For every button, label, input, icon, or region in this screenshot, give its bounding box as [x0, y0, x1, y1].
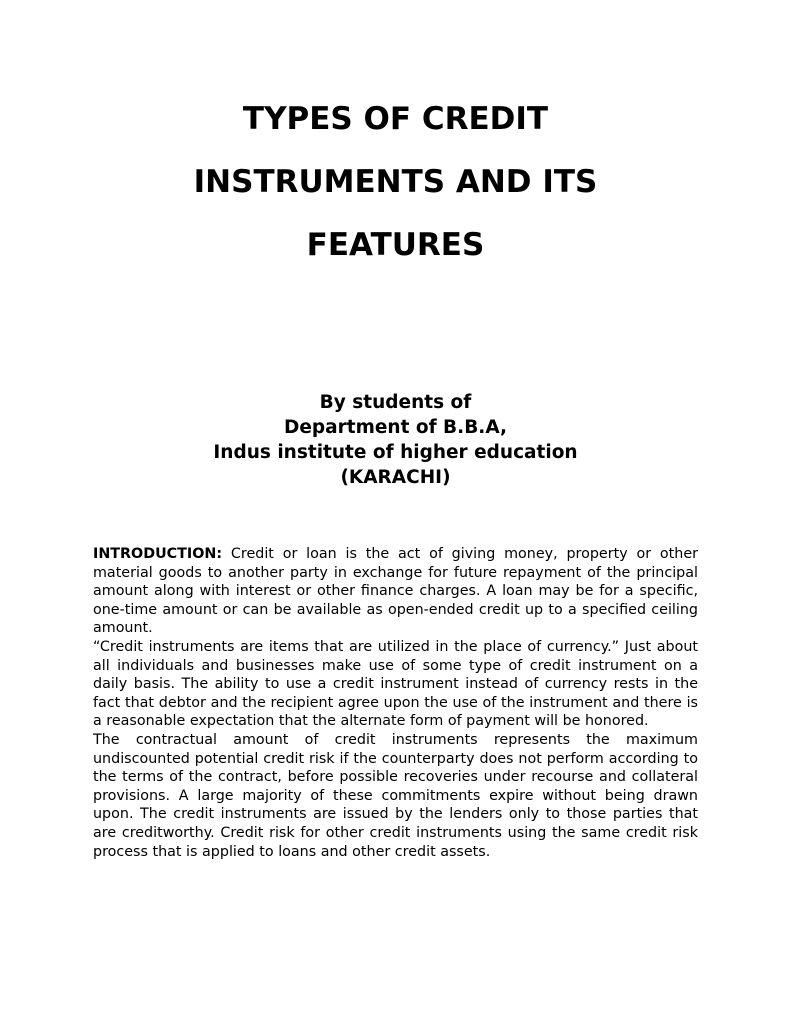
intro-paragraph [93, 545, 698, 638]
byline-line-2: Department of B.B.A, [283, 417, 508, 438]
title-line-2: INSTRUMENTS AND ITS [193, 164, 598, 200]
byline-line-1: By students of [319, 392, 472, 413]
title-line-1: TYPES OF CREDIT [242, 101, 549, 137]
paragraph-2: “Credit instruments are items that are utilized in the place of currency.” Just about all individuals and businesses make use of some type of credit instrument on a daily basis. The ability to use a credit instrument instead of currency rests in the fact that debtor and the recipient agree upon the use of the instrument and there is a reasonable expectation that the alternate form of payment will be honored. [93, 638, 698, 730]
body-text [93, 545, 698, 861]
byline-line-3: Indus institute of higher education [213, 442, 578, 463]
author-byline [0, 390, 791, 490]
paragraph-3: The contractual amount of credit instruments represents the maximum undiscounted potential credit risk if the counterparty does not perform according to the terms of the contract, before possible recoveries under recourse and collateral provisions. A large majority of these commitments expire without being drawn upon. The credit instruments are issued by the lenders only to those parties that are creditworthy. Credit risk for other credit instruments using the same credit risk process that is applied to loans and other credit assets. [93, 731, 698, 860]
document-title [0, 88, 791, 277]
intro-text: Credit or loan is the act of giving money, property or other material goods to another party in exchange for future repayment of the principal amount along with interest or other finance charges. A loan may be for a specific, one-time amount or can be available as open-ended credit up to a specified ceiling amount. [93, 546, 698, 637]
title-line-3: FEATURES [306, 227, 485, 263]
intro-heading: INTRODUCTION: [93, 546, 223, 562]
byline-line-4: (KARACHI) [340, 467, 451, 488]
